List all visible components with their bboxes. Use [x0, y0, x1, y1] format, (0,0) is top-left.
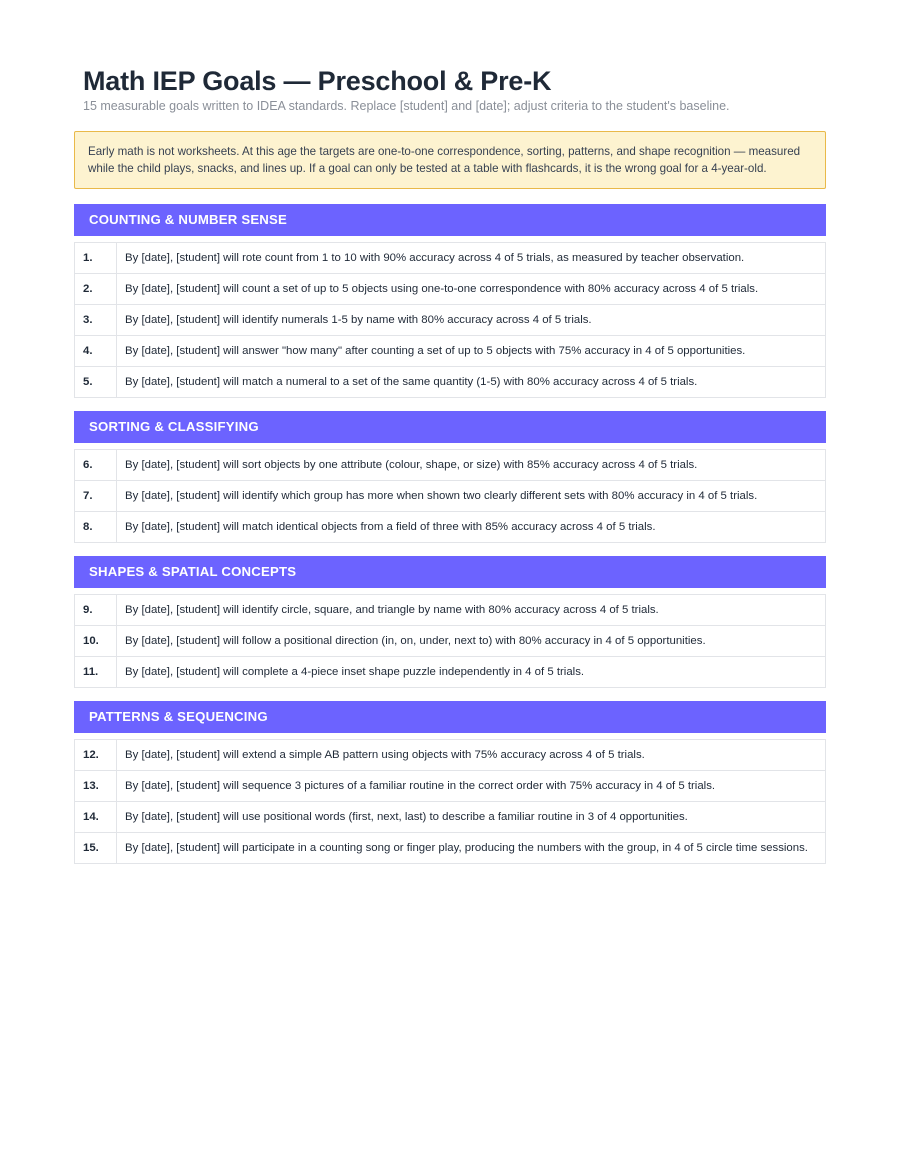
goal-text: By [date], [student] will identify which group has more when shown two clearly different sets with 80% accuracy in 4 of 5 trials. — [117, 481, 826, 512]
goal-number: 10. — [75, 626, 117, 657]
goal-text: By [date], [student] will use positional words (first, next, last) to describe a familiar routine in 3 of 4 opportunities. — [117, 802, 826, 833]
table-row — [75, 243, 826, 274]
goal-text: By [date], [student] will rote count from 1 to 10 with 90% accuracy across 4 of 5 trials, as measured by teacher observation. — [117, 243, 826, 274]
goal-text: By [date], [student] will extend a simple AB pattern using objects with 75% accuracy across 4 of 5 trials. — [117, 740, 826, 771]
table-row — [75, 740, 826, 771]
goal-number: 9. — [75, 595, 117, 626]
goal-text: By [date], [student] will count a set of up to 5 objects using one-to-one correspondence with 80% accuracy across 4 of 5 trials. — [117, 274, 826, 305]
table-row — [75, 481, 826, 512]
goal-number: 7. — [75, 481, 117, 512]
goal-number: 13. — [75, 771, 117, 802]
table-row — [75, 595, 826, 626]
section-heading: SHAPES & SPATIAL CONCEPTS — [74, 556, 826, 588]
goal-section — [74, 556, 826, 688]
table-row — [75, 833, 826, 864]
table-row — [75, 657, 826, 688]
table-row — [75, 626, 826, 657]
goal-section — [74, 411, 826, 543]
goals-table — [74, 594, 826, 688]
page-title: Math IEP Goals — Preschool & Pre-K — [83, 66, 552, 96]
goal-number: 6. — [75, 450, 117, 481]
table-row — [75, 274, 826, 305]
goal-text: By [date], [student] will participate in a counting song or finger play, producing the numbers with the group, in 4 of 5 circle time sessions. — [117, 833, 826, 864]
section-heading: COUNTING & NUMBER SENSE — [74, 204, 826, 236]
goal-text: By [date], [student] will match identical objects from a field of three with 85% accuracy across 4 of 5 trials. — [117, 512, 826, 543]
goal-text: By [date], [student] will sort objects by one attribute (colour, shape, or size) with 85% accuracy across 4 of 5 trials. — [117, 450, 826, 481]
table-row — [75, 512, 826, 543]
table-row — [75, 802, 826, 833]
goals-table — [74, 242, 826, 398]
goal-number: 3. — [75, 305, 117, 336]
goal-number: 2. — [75, 274, 117, 305]
table-row — [75, 771, 826, 802]
goal-number: 5. — [75, 367, 117, 398]
goal-text: By [date], [student] will match a numeral to a set of the same quantity (1-5) with 80% accuracy across 4 of 5 trials. — [117, 367, 826, 398]
table-row — [75, 450, 826, 481]
goal-text: By [date], [student] will identify numerals 1-5 by name with 80% accuracy across 4 of 5 trials. — [117, 305, 826, 336]
page-subtitle: 15 measurable goals written to IDEA standards. Replace [student] and [date]; adjust criteria to the student's baseline. — [83, 99, 730, 113]
goal-number: 8. — [75, 512, 117, 543]
goal-number: 11. — [75, 657, 117, 688]
goal-section — [74, 204, 826, 398]
table-row — [75, 305, 826, 336]
goal-number: 15. — [75, 833, 117, 864]
goal-number: 1. — [75, 243, 117, 274]
goals-table — [74, 449, 826, 543]
goal-text: By [date], [student] will sequence 3 pictures of a familiar routine in the correct order with 75% accuracy in 4 of 5 trials. — [117, 771, 826, 802]
goal-text: By [date], [student] will answer "how many" after counting a set of up to 5 objects with 75% accuracy in 4 of 5 opportunities. — [117, 336, 826, 367]
table-row — [75, 367, 826, 398]
callout-note: Early math is not worksheets. At this age the targets are one-to-one correspondence, sorting, patterns, and shape recognition — measured while the child plays, snacks, and lines up. If a goal can only be tested at a table with flashcards, it is the wrong goal for a 4-year-old. — [74, 131, 826, 189]
goals-table — [74, 739, 826, 864]
section-heading: PATTERNS & SEQUENCING — [74, 701, 826, 733]
goal-sections — [74, 204, 826, 864]
table-row — [75, 336, 826, 367]
goal-number: 14. — [75, 802, 117, 833]
goal-section — [74, 701, 826, 864]
goal-number: 12. — [75, 740, 117, 771]
goal-text: By [date], [student] will follow a positional direction (in, on, under, next to) with 80% accuracy in 4 of 5 opportunities. — [117, 626, 826, 657]
goal-text: By [date], [student] will identify circle, square, and triangle by name with 80% accuracy across 4 of 5 trials. — [117, 595, 826, 626]
goal-text: By [date], [student] will complete a 4-piece inset shape puzzle independently in 4 of 5 trials. — [117, 657, 826, 688]
section-heading: SORTING & CLASSIFYING — [74, 411, 826, 443]
goal-number: 4. — [75, 336, 117, 367]
